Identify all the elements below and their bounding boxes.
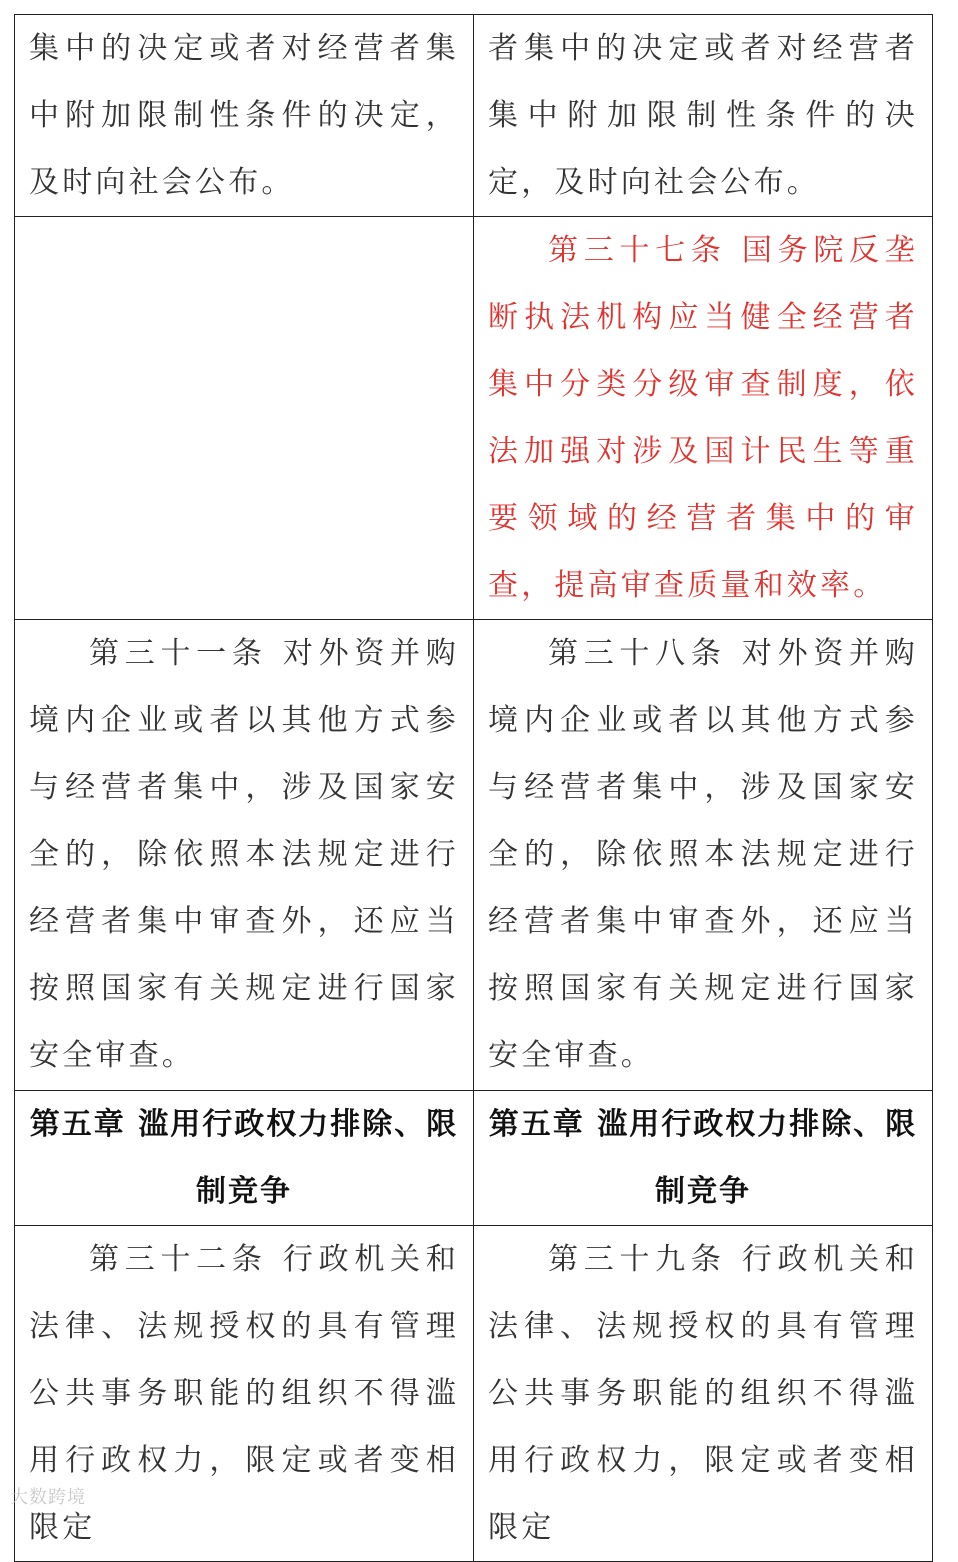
comparison-table xyxy=(14,14,933,1562)
old-text-cell: 集中的决定或者对经营者集中附加限制性条件的决定，及时向社会公布。 xyxy=(15,15,474,217)
comparison-table-wrapper xyxy=(14,14,932,1562)
watermark-logo: 大数跨境 xyxy=(10,1487,86,1508)
old-article-32-cell: 第三十二条 行政机关和法律、法规授权的具有管理公共事务职能的组织不得滥用行政权力，限定或者变相限定 xyxy=(15,1226,474,1562)
old-article-31-cell: 第三十一条 对外资并购境内企业或者以其他方式参与经营者集中，涉及国家安全的，除依照本法规定进行经营者集中审查外，还应当按照国家有关规定进行国家安全审查。 xyxy=(15,620,474,1091)
new-article-37-cell: 第三十七条 国务院反垄断执法机构应当健全经营者集中分类分级审查制度，依法加强对涉及国计民生等重要领域的经营者集中的审查，提高审查质量和效率。 xyxy=(474,217,933,620)
new-article-39-cell: 第三十九条 行政机关和法律、法规授权的具有管理公共事务职能的组织不得滥用行政权力，限定或者变相限定 xyxy=(474,1226,933,1562)
table-row xyxy=(15,1091,933,1226)
old-chapter-heading: 第五章 滥用行政权力排除、限制竞争 xyxy=(15,1091,474,1226)
old-text-cell-empty xyxy=(15,217,474,620)
new-chapter-heading: 第五章 滥用行政权力排除、限制竞争 xyxy=(474,1091,933,1226)
table-row xyxy=(15,1226,933,1562)
table-row xyxy=(15,620,933,1091)
new-article-38-cell: 第三十八条 对外资并购境内企业或者以其他方式参与经营者集中，涉及国家安全的，除依照本法规定进行经营者集中审查外，还应当按照国家有关规定进行国家安全审查。 xyxy=(474,620,933,1091)
new-text-cell: 者集中的决定或者对经营者集中附加限制性条件的决定，及时向社会公布。 xyxy=(474,15,933,217)
table-row xyxy=(15,15,933,217)
table-row xyxy=(15,217,933,620)
